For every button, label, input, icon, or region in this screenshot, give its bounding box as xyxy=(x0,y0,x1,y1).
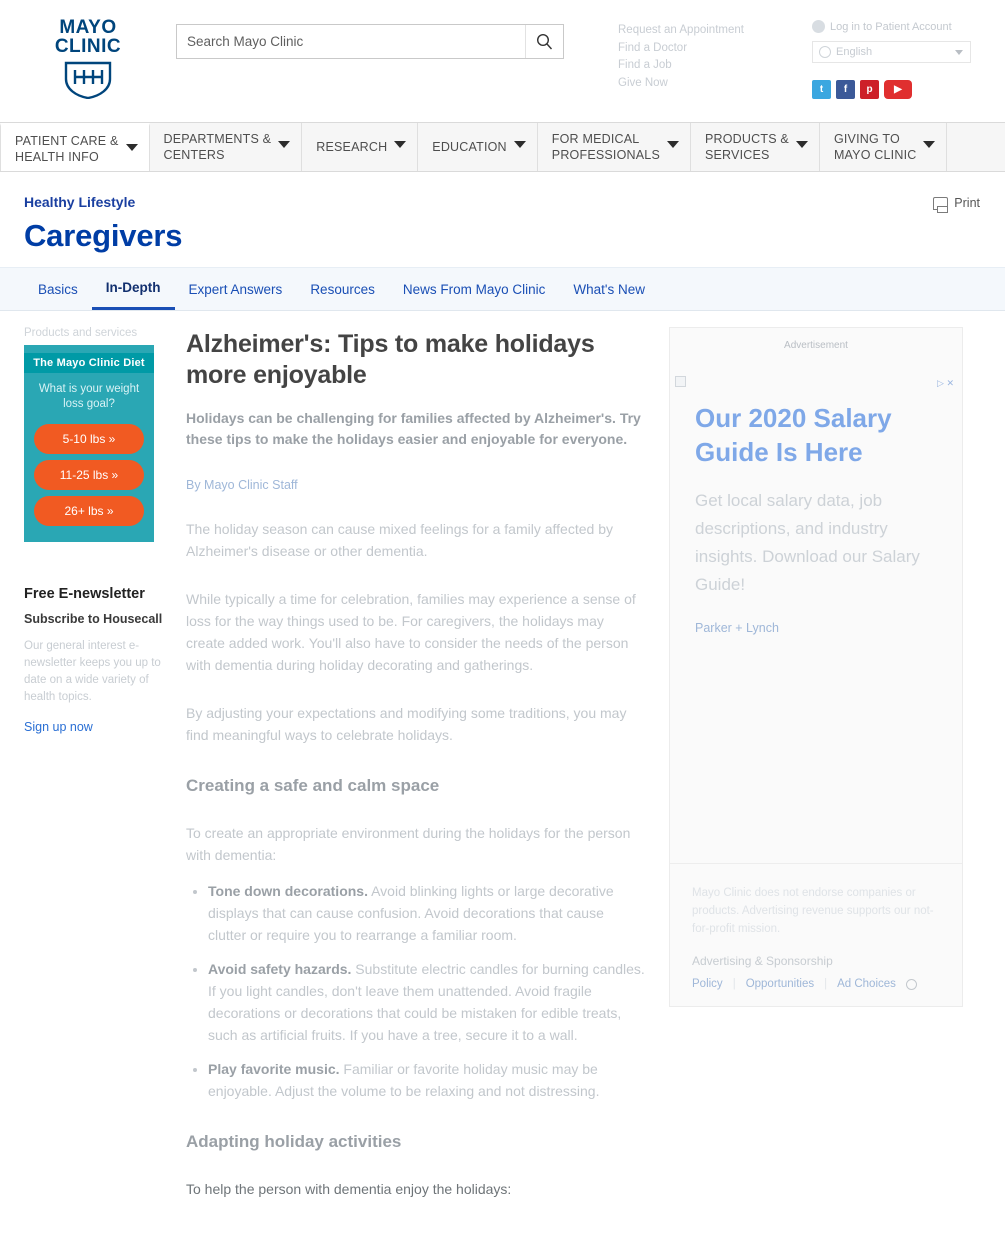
article-column xyxy=(172,327,669,1200)
main-navigation xyxy=(0,122,1005,172)
products-and-services-label: Products and services xyxy=(24,327,138,339)
search-button[interactable] xyxy=(525,25,563,58)
chevron-down-icon xyxy=(278,141,290,148)
page-title: Caregivers xyxy=(24,218,183,253)
chevron-down-icon xyxy=(126,144,138,151)
ad-choices-icon[interactable] xyxy=(906,979,917,990)
section-heading-safe-calm-space: Creating a safe and calm space xyxy=(186,776,440,795)
article-paragraph-2: While typically a time for celebration, families may experience a sense of loss for the way things used to be. For caregivers, the holidays may create added work. You'll also have to consider the needs of the person with dementia during holiday decorating and gatherings. xyxy=(186,591,636,673)
list-item xyxy=(208,880,645,946)
ad-policy-links xyxy=(692,978,940,990)
newsletter-signup-link[interactable]: Sign up now xyxy=(24,720,93,734)
bullet-lead: Tone down decorations. xyxy=(208,883,368,899)
nav-label-line1: PATIENT CARE & xyxy=(15,133,119,148)
ad-footer xyxy=(670,863,962,1006)
nav-item-medical-professionals[interactable] xyxy=(538,123,691,171)
search-icon xyxy=(536,33,553,50)
chevron-down-icon xyxy=(667,141,679,148)
patient-account-login[interactable] xyxy=(812,20,977,33)
ad-disclaimer: Mayo Clinic does not endorse companies or products. Advertising revenue supports our not-for-profit mission. xyxy=(692,887,934,935)
diet-promo-card[interactable] xyxy=(24,345,154,542)
nav-label-line2: SERVICES xyxy=(704,148,770,162)
bullet-text: Avoid blinking lights or large decorative displays that can cause confusion. Avoid decorations that cause clutter or require you to rearrange a familiar room. xyxy=(208,883,614,943)
ad-policy-title: Advertising & Sponsorship xyxy=(692,954,833,968)
article-lede: Holidays can be challenging for families affected by Alzheimer's. Try these tips to make the holidays easier and enjoyable for everyone. xyxy=(186,410,641,447)
article-title: Alzheimer's: Tips to make holidays more enjoyable xyxy=(186,330,595,389)
nav-label-line2: PROFESSIONALS xyxy=(551,148,660,162)
facebook-icon[interactable]: f xyxy=(836,80,855,99)
search-input[interactable] xyxy=(177,25,525,58)
tab-news-from-mayo-clinic[interactable]: News From Mayo Clinic xyxy=(402,281,546,297)
chevron-down-icon xyxy=(514,141,526,148)
printer-icon xyxy=(933,197,948,210)
breadcrumb[interactable]: Healthy Lifestyle xyxy=(24,194,136,210)
nav-label-line1: GIVING TO xyxy=(833,132,900,146)
nav-item-education[interactable] xyxy=(418,123,538,171)
print-button[interactable] xyxy=(933,196,980,210)
section-tabs xyxy=(0,267,1005,311)
tab-in-depth[interactable]: In-Depth xyxy=(92,268,175,310)
newsletter-body: Our general interest e-newsletter keeps you up to date on a wide variety of health topics. xyxy=(24,640,161,703)
nav-item-departments[interactable] xyxy=(150,123,303,171)
nav-label-line1: PRODUCTS & xyxy=(704,132,789,146)
promo-option-11-25[interactable]: 11-25 lbs » xyxy=(34,460,144,490)
header-account-area xyxy=(812,20,977,63)
promo-title: The Mayo Clinic Diet xyxy=(24,353,154,373)
list-item xyxy=(208,958,645,1046)
list-item xyxy=(208,1058,645,1102)
mayo-clinic-logo[interactable] xyxy=(45,18,131,99)
section-heading-adapting-activities: Adapting holiday activities xyxy=(186,1132,402,1151)
nav-label-line1: DEPARTMENTS & xyxy=(163,132,272,146)
bullet-lead: Avoid safety hazards. xyxy=(208,961,352,977)
broken-image-icon xyxy=(675,376,686,387)
ad-advertiser-link[interactable]: Parker + Lynch xyxy=(695,621,779,635)
shield-icon xyxy=(62,61,114,99)
newsletter-subheading: Subscribe to Housecall xyxy=(24,612,163,626)
ad-choices-link[interactable]: Ad Choices xyxy=(837,978,896,990)
tab-whats-new[interactable]: What's New xyxy=(573,281,645,297)
nav-label-line2: CENTERS xyxy=(163,148,225,162)
header-quick-links xyxy=(618,22,808,92)
divider: | xyxy=(824,978,828,990)
bullet-text: Substitute electric candles for burning candles. If you light candles, don't leave them unattended. Avoid fragile decorations or decorations that could be mistaken for edible treats, such as artificial fruits. If you have a tree, secure it to a wall. xyxy=(208,961,645,1043)
nav-item-research[interactable] xyxy=(302,123,418,171)
bullet-text: Familiar or favorite holiday music may be enjoyable. Adjust the volume to be relaxing and not distressing. xyxy=(208,1061,600,1099)
section2-intro: To help the person with dementia enjoy the holidays: xyxy=(186,1181,512,1197)
promo-spacer xyxy=(24,532,154,542)
chevron-down-icon xyxy=(796,141,808,148)
globe-icon xyxy=(819,46,831,58)
link-find-job[interactable]: Find a Job xyxy=(618,59,672,71)
tab-expert-answers[interactable]: Expert Answers xyxy=(188,281,283,297)
article-byline[interactable]: By Mayo Clinic Staff xyxy=(186,478,298,492)
social-links xyxy=(812,80,912,99)
nav-label-line2: HEALTH INFO xyxy=(15,149,99,164)
print-label: Print xyxy=(954,196,980,210)
article-paragraph-3: By adjusting your expectations and modifying some traditions, you may find meaningful ways to celebrate holidays. xyxy=(186,705,627,743)
link-give-now[interactable]: Give Now xyxy=(618,76,668,89)
language-value: English xyxy=(836,46,873,58)
divider: | xyxy=(732,978,736,990)
right-sidebar xyxy=(669,327,981,1200)
search-box[interactable] xyxy=(176,24,564,59)
tab-resources[interactable]: Resources xyxy=(310,281,375,297)
section1-bullet-list xyxy=(186,880,645,1102)
ad-policy-link[interactable]: Policy xyxy=(692,978,723,990)
advertisement-panel[interactable] xyxy=(669,327,963,1007)
promo-option-26-plus[interactable]: 26+ lbs » xyxy=(34,496,144,526)
ad-headline: Our 2020 Salary Guide Is Here xyxy=(695,403,892,467)
logo-line2: CLINIC xyxy=(54,36,122,57)
person-icon xyxy=(812,20,825,33)
promo-subtitle: What is your weight loss goal? xyxy=(38,383,140,410)
login-label: Log in to Patient Account xyxy=(830,20,952,33)
twitter-icon[interactable]: t xyxy=(812,80,831,99)
title-area xyxy=(0,172,1005,267)
page-body xyxy=(0,311,1005,1200)
article-paragraph-1: The holiday season can cause mixed feelings for a family affected by Alzheimer's disease or other dementia. xyxy=(186,521,613,559)
nav-label-line1: FOR MEDICAL xyxy=(551,132,640,146)
nav-item-giving[interactable] xyxy=(820,123,948,171)
ad-body: Get local salary data, job descriptions, and industry insights. Download our Salary Guide! xyxy=(695,491,920,594)
logo-line1: MAYO xyxy=(59,17,117,38)
nav-item-products-services[interactable] xyxy=(691,123,820,171)
promo-option-5-10[interactable]: 5-10 lbs » xyxy=(34,424,144,454)
chevron-down-icon xyxy=(955,50,963,55)
link-find-doctor[interactable]: Find a Doctor xyxy=(618,41,688,54)
pinterest-icon[interactable]: p xyxy=(860,80,879,99)
newsletter-heading: Free E-newsletter xyxy=(24,586,145,602)
link-request-appointment[interactable]: Request an Appointment xyxy=(618,24,744,36)
chevron-down-icon xyxy=(923,141,935,148)
nav-item-patient-care[interactable] xyxy=(0,123,150,171)
youtube-icon[interactable]: ▶ xyxy=(884,80,912,99)
nav-label-line1: RESEARCH xyxy=(316,140,388,154)
chevron-down-icon xyxy=(394,141,406,148)
site-header xyxy=(0,0,1005,122)
bullet-lead: Play favorite music. xyxy=(208,1061,340,1077)
left-sidebar xyxy=(0,327,172,1200)
nav-label-line1: EDUCATION xyxy=(432,140,507,154)
nav-label-line2: MAYO CLINIC xyxy=(833,148,917,162)
ad-opportunities-link[interactable]: Opportunities xyxy=(745,978,815,990)
section1-intro: To create an appropriate environment during the holidays for the person with dementia: xyxy=(186,825,631,863)
ad-label: Advertisement xyxy=(784,340,848,351)
tab-basics[interactable]: Basics xyxy=(38,281,78,297)
ad-choices-badge[interactable]: ▷ ✕ xyxy=(937,378,954,388)
language-selector[interactable] xyxy=(812,41,971,63)
